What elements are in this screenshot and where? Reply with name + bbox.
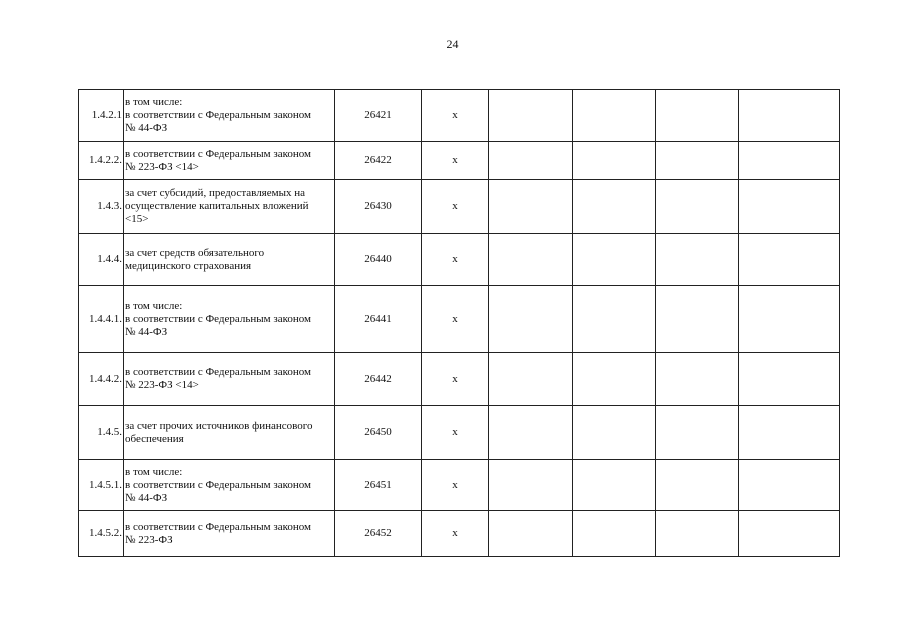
table-row xyxy=(79,460,840,511)
empty-cell xyxy=(573,353,656,406)
row-number: 1.4.2.1 xyxy=(79,90,124,142)
row-mark: x xyxy=(422,142,489,180)
row-number: 1.4.5.1. xyxy=(79,460,124,511)
row-mark: x xyxy=(422,90,489,142)
empty-cell xyxy=(573,234,656,286)
empty-cell xyxy=(573,142,656,180)
empty-cell xyxy=(739,142,840,180)
description-line: обеспечения xyxy=(125,432,184,445)
row-mark: x xyxy=(422,406,489,460)
empty-cell xyxy=(489,460,573,511)
description-line: за счет прочих источников финансового xyxy=(125,419,313,432)
empty-cell xyxy=(489,180,573,234)
row-code: 26442 xyxy=(335,353,422,406)
row-description xyxy=(124,406,335,460)
empty-cell xyxy=(656,90,739,142)
empty-cell xyxy=(573,460,656,511)
description-line: в том числе: xyxy=(125,299,183,312)
row-code: 26451 xyxy=(335,460,422,511)
empty-cell xyxy=(489,142,573,180)
row-number: 1.4.4. xyxy=(79,234,124,286)
description-line: № 44-ФЗ xyxy=(125,491,168,504)
description-line: в соответствии с Федеральным законом xyxy=(125,147,312,160)
empty-cell xyxy=(656,234,739,286)
empty-cell xyxy=(739,511,840,557)
row-mark: x xyxy=(422,180,489,234)
row-description xyxy=(124,90,335,142)
row-number: 1.4.4.1. xyxy=(79,286,124,353)
row-code: 26430 xyxy=(335,180,422,234)
empty-cell xyxy=(573,511,656,557)
row-number: 1.4.3. xyxy=(79,180,124,234)
empty-cell xyxy=(739,406,840,460)
row-code: 26452 xyxy=(335,511,422,557)
row-mark: x xyxy=(422,234,489,286)
row-code: 26441 xyxy=(335,286,422,353)
description-line: в соответствии с Федеральным законом xyxy=(125,520,312,533)
row-code: 26422 xyxy=(335,142,422,180)
row-mark: x xyxy=(422,286,489,353)
empty-cell xyxy=(739,90,840,142)
description-line: медицинского страхования xyxy=(125,259,252,272)
empty-cell xyxy=(656,460,739,511)
row-number: 1.4.2.2. xyxy=(79,142,124,180)
page-number: 24 xyxy=(446,37,459,51)
empty-cell xyxy=(739,180,840,234)
table-row xyxy=(79,286,840,353)
row-description xyxy=(124,286,335,353)
row-number: 1.4.4.2. xyxy=(79,353,124,406)
empty-cell xyxy=(573,406,656,460)
description-line: <15> xyxy=(125,213,149,225)
table-row xyxy=(79,234,840,286)
row-description xyxy=(124,460,335,511)
empty-cell xyxy=(656,511,739,557)
empty-cell xyxy=(656,286,739,353)
description-line: за счет субсидий, предоставляемых на xyxy=(125,187,305,199)
row-code: 26421 xyxy=(335,90,422,142)
empty-cell xyxy=(656,142,739,180)
row-description xyxy=(124,142,335,180)
row-description xyxy=(124,180,335,234)
empty-cell xyxy=(489,234,573,286)
empty-cell xyxy=(739,234,840,286)
row-number: 1.4.5.2. xyxy=(79,511,124,557)
row-description xyxy=(124,234,335,286)
empty-cell xyxy=(656,406,739,460)
table-row xyxy=(79,511,840,557)
row-code: 26450 xyxy=(335,406,422,460)
description-line: № 44-ФЗ xyxy=(125,325,168,338)
row-mark: x xyxy=(422,511,489,557)
empty-cell xyxy=(489,90,573,142)
empty-cell xyxy=(656,353,739,406)
description-line: в соответствии с Федеральным законом xyxy=(125,366,312,378)
row-mark: x xyxy=(422,353,489,406)
empty-cell xyxy=(739,460,840,511)
empty-cell xyxy=(573,286,656,353)
description-line: в соответствии с Федеральным законом xyxy=(125,312,312,325)
empty-cell xyxy=(573,180,656,234)
empty-cell xyxy=(739,353,840,406)
table-row xyxy=(79,90,840,142)
empty-cell xyxy=(489,286,573,353)
empty-cell xyxy=(573,90,656,142)
table-row xyxy=(79,180,840,234)
table-row xyxy=(79,353,840,406)
empty-cell xyxy=(489,511,573,557)
row-mark: x xyxy=(422,460,489,511)
empty-cell xyxy=(739,286,840,353)
description-line: № 223-ФЗ <14> xyxy=(125,160,199,173)
empty-cell xyxy=(656,180,739,234)
row-number: 1.4.5. xyxy=(79,406,124,460)
row-description xyxy=(124,511,335,557)
description-line: № 44-ФЗ xyxy=(125,122,168,134)
row-description xyxy=(124,353,335,406)
description-line: № 223-ФЗ <14> xyxy=(125,379,199,391)
description-line: в том числе: xyxy=(125,465,183,478)
description-line: осуществление капитальных вложений xyxy=(125,200,309,212)
table-row xyxy=(79,406,840,460)
description-line: за счет средств обязательного xyxy=(125,246,265,259)
table-row xyxy=(79,142,840,180)
row-code: 26440 xyxy=(335,234,422,286)
description-line: в том числе: xyxy=(125,96,183,108)
description-line: в соответствии с Федеральным законом xyxy=(125,109,312,121)
description-line: в соответствии с Федеральным законом xyxy=(125,478,312,491)
description-line: № 223-ФЗ xyxy=(125,533,173,546)
empty-cell xyxy=(489,406,573,460)
empty-cell xyxy=(489,353,573,406)
data-table xyxy=(78,89,840,557)
